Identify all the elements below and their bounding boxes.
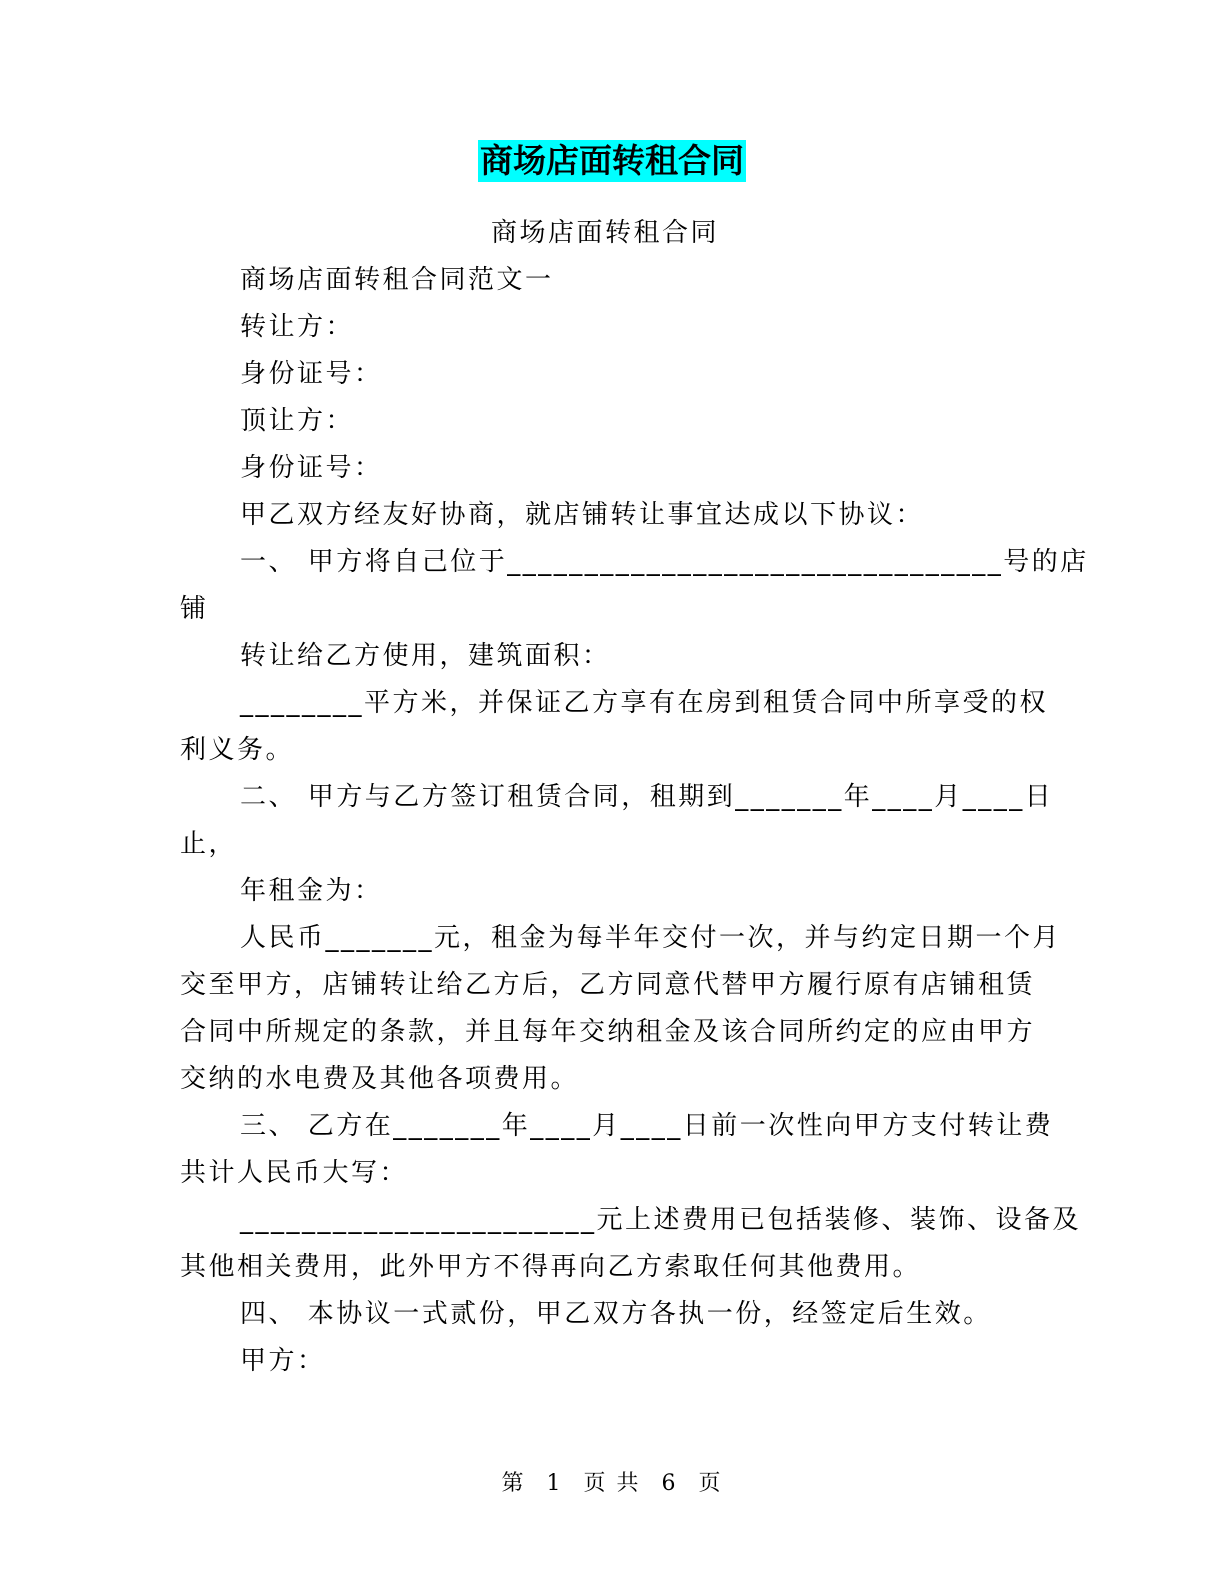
body-line: 二、 甲方与乙方签订租赁合同，租期到_______年____月____日	[240, 782, 1054, 812]
body-line: 合同中所规定的条款，并且每年交纳租金及该合同所约定的应由甲方	[180, 1017, 1036, 1047]
document-title: 商场店面转租合同	[480, 141, 744, 180]
body-line: 甲乙双方经友好协商，就店铺转让事宜达成以下协议：	[240, 500, 925, 530]
body-line: 其他相关费用，此外甲方不得再向乙方索取任何其他费用。	[180, 1252, 922, 1282]
body-line: _______________________元上述费用已包括装修、装饰、设备及	[240, 1205, 1082, 1235]
body-line: 止，	[180, 829, 238, 859]
body-line: 转让方：	[240, 312, 355, 342]
body-line: 铺	[180, 594, 209, 624]
body-line: 身份证号：	[240, 453, 383, 483]
body-line: 转让给乙方使用，建筑面积：	[240, 641, 611, 671]
footer-total-pages: 6	[661, 1471, 678, 1496]
footer-page-number: 1	[546, 1471, 563, 1496]
body-line: 商场店面转租合同范文一	[240, 265, 554, 295]
body-line: 一、 甲方将自己位于________________________________号的店	[240, 547, 1089, 577]
body-line: ________平方米，并保证乙方享有在房到租赁合同中所享受的权	[240, 688, 1049, 718]
title-container	[0, 140, 1224, 182]
body-line: 年租金为：	[240, 876, 383, 906]
body-line: 三、 乙方在_______年____月____日前一次性向甲方支付转让费	[240, 1111, 1054, 1141]
footer-suffix: 页	[698, 1471, 723, 1496]
document-subtitle: 商场店面转租合同	[490, 218, 719, 248]
document-body	[180, 210, 1089, 1385]
body-line: 顶让方：	[240, 406, 355, 436]
body-line: 利义务。	[180, 735, 295, 765]
body-line: 交纳的水电费及其他各项费用。	[180, 1064, 580, 1094]
footer-middle: 页 共	[583, 1471, 641, 1496]
body-line: 四、 本协议一式贰份，甲乙双方各执一份，经签定后生效。	[240, 1299, 992, 1329]
body-line: 交至甲方，店铺转让给乙方后，乙方同意代替甲方履行原有店铺租赁	[180, 970, 1036, 1000]
footer-prefix: 第	[501, 1471, 526, 1496]
body-line: 共计人民币大写：	[180, 1158, 409, 1188]
body-line: 人民币_______元，租金为每半年交付一次，并与约定日期一个月	[240, 923, 1062, 953]
body-line: 身份证号：	[240, 359, 383, 389]
page-footer	[0, 1466, 1224, 1502]
body-line: 甲方：	[240, 1346, 326, 1376]
